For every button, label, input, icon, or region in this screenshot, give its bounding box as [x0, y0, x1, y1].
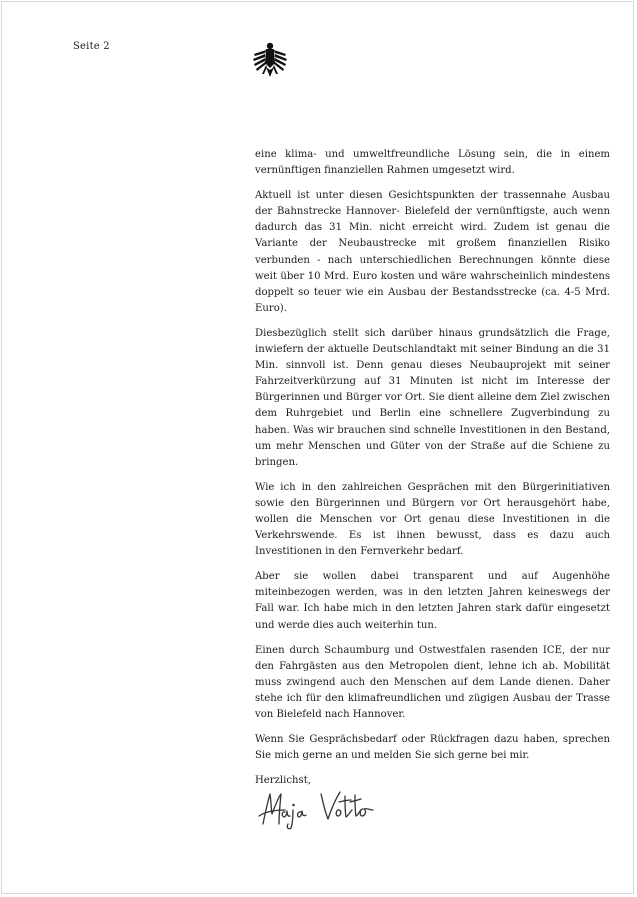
paragraph-4: Wie ich in den zahlreichen Gesprächen mit den Bürgerinitiativen sowie den Bürgerinnen und Bürgern vor Ort herausgehört habe, wollen die Menschen vor Ort genau diese Investitionen in die Verkehrswende. Es ist ihnen bewusst, dass es dazu auch Investitionen in den Fernverkehr bedarf.	[255, 481, 610, 558]
page-number-label: Seite 2	[73, 41, 110, 52]
paragraph-3: Diesbezüglich stellt sich darüber hinaus grundsätzlich die Frage, inwiefern der aktuelle Deutschlandtakt mit seiner Bindung an die 31 Min. sinnvoll ist. Denn genau dieses Neubauprojekt mit seiner Fahrzeitverkürzung auf 31 Minuten ist nicht im Interesse der Bürgerinnen und Bürger vor Ort. Sie dient alleine dem Ziel zwischen dem Ruhrgebiet und Berlin eine schnellere Zugverbindung zu haben. Was wir brauchen sind schnelle Investitionen in den Bestand, um mehr Menschen und Güter von der Straße auf die Schiene zu bringen.	[255, 327, 610, 468]
letter-body	[255, 147, 610, 789]
paragraph-6: Einen durch Schaumburg und Ostwestfalen rasenden ICE, der nur den Fahrgästen aus den Metropolen dient, lehne ich ab. Mobilität muss zwingend auch den Menschen auf dem Lande dienen. Daher stehe ich für den klimafreundlichen und zügigen Ausbau der Trasse von Bielefeld nach Hannover.	[255, 644, 610, 720]
bundesadler-eagle-icon	[253, 41, 287, 79]
closing-salutation: Herzlichst,	[255, 775, 311, 787]
paragraph-5: Aber sie wollen dabei transparent und auf Augenhöhe miteinbezogen werden, was in den letzten Jahren keineswegs der Fall war. Ich habe mich in den letzten Jahren stark dafür eingesetzt und werde dies auch weiterhin tun.	[255, 571, 610, 631]
paragraph-7: Wenn Sie Gesprächsbedarf oder Rückfragen dazu haben, sprechen Sie mich gerne an und melden Sie sich gerne bei mir.	[255, 734, 610, 762]
handwritten-signature	[255, 786, 385, 832]
paragraph-1: eine klima- und umweltfreundliche Lösung sein, die in einem vernünftigen finanziellen Rahmen umgesetzt wird.	[255, 149, 610, 177]
paragraph-2: Aktuell ist unter diesen Gesichtspunkten der trassennahe Ausbau der Bahnstrecke Hannover- Bielefeld der vernünftigste, auch wenn dadurch das 31 Min. nicht erreicht wird. Zudem ist genau die Variante der Neubaustrecke mit großem finanziellen Risiko verbunden - nach unterschiedlichen Berechnungen könnte diese weit über 10 Mrd. Euro kosten und wäre wahrscheinlich mindestens doppelt so teuer wie ein Ausbau der Bestandsstrecke (ca. 4-5 Mrd. Euro).	[255, 190, 610, 314]
